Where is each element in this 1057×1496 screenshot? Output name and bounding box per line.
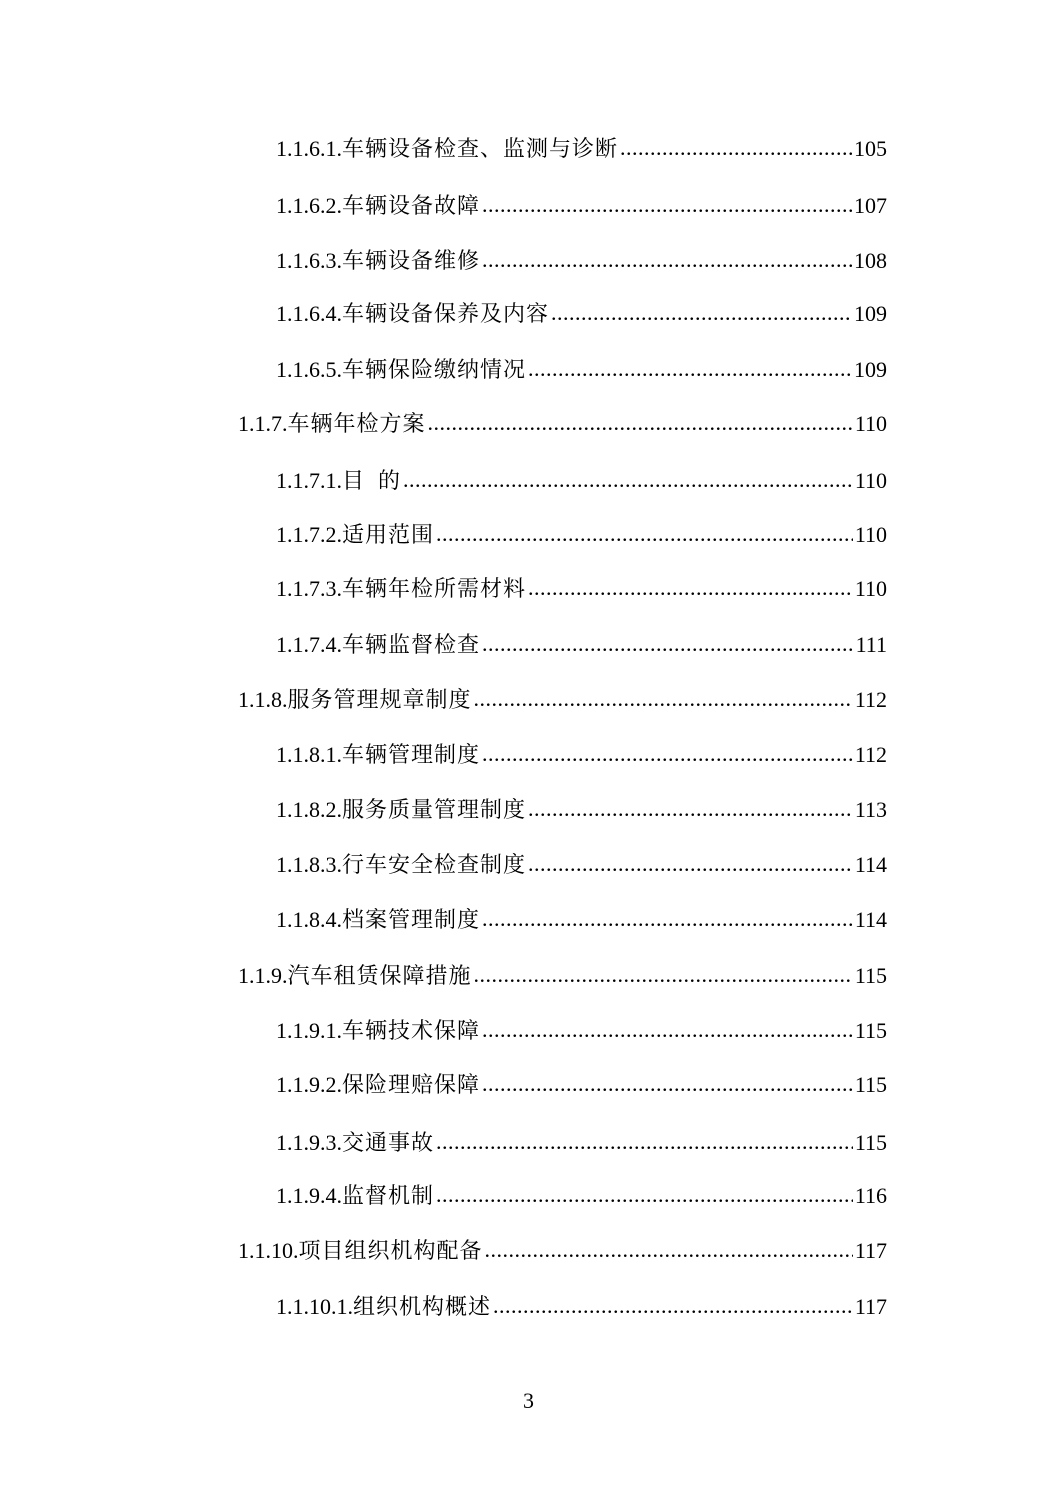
dot-leader [482, 245, 852, 275]
toc-entry[interactable] [276, 520, 887, 550]
toc-entry[interactable] [276, 355, 887, 385]
toc-entry-number: 1.1.9. [238, 963, 288, 988]
toc-entry-number: 1.1.7. [238, 411, 288, 436]
toc-entry-number: 1.1.7.2. [276, 522, 342, 547]
toc-entry-title: 档案管理制度 [342, 907, 481, 932]
toc-entry-number: 1.1.9.1. [276, 1018, 342, 1043]
toc-entry-title: 服务管理规章制度 [287, 687, 472, 712]
toc-entry[interactable] [276, 466, 887, 496]
toc-entry-title: 车辆设备检查、监测与诊断 [342, 136, 619, 161]
toc-entry-page: 110 [854, 522, 887, 547]
toc-entry[interactable] [276, 246, 887, 276]
toc-entry[interactable] [238, 1236, 887, 1266]
toc-entry-number: 1.1.8.3. [276, 852, 342, 877]
toc-entry[interactable] [276, 191, 887, 221]
toc-entry[interactable] [238, 685, 887, 715]
toc-entry-page: 116 [854, 1183, 887, 1208]
toc-entry[interactable] [276, 630, 887, 660]
toc-entry-page: 112 [854, 742, 887, 767]
page-number: 3 [523, 1388, 534, 1413]
toc-entry-page: 107 [854, 193, 887, 218]
toc-entry-number: 1.1.8.1. [276, 742, 342, 767]
toc-entry-number: 1.1.8.2. [276, 797, 342, 822]
dot-leader [528, 573, 853, 603]
toc-entry-number: 1.1.9.2. [276, 1072, 342, 1097]
toc-entry-number: 1.1.10. [238, 1238, 299, 1263]
dot-leader [436, 1180, 853, 1210]
toc-entry-title: 车辆年检方案 [287, 411, 426, 436]
toc-entry-title: 汽车租赁保障措施 [287, 963, 472, 988]
toc-entry-page: 113 [854, 797, 887, 822]
dot-leader [528, 354, 852, 384]
dot-leader [482, 739, 853, 769]
toc-entry-page: 110 [854, 576, 887, 601]
toc-entry-title: 车辆技术保障 [342, 1018, 481, 1043]
dot-leader [403, 465, 853, 495]
toc-entry-number: 1.1.7.1. [276, 468, 342, 493]
toc-entry-title: 车辆设备保养及内容 [342, 301, 550, 326]
toc-entry-number: 1.1.6.1. [276, 136, 342, 161]
dot-leader [482, 1015, 853, 1045]
toc-entry-title: 项目组织机构配备 [298, 1238, 483, 1263]
toc-entry-title: 车辆保险缴纳情况 [342, 357, 527, 382]
dot-leader [436, 519, 853, 549]
toc-entry[interactable] [276, 850, 887, 880]
toc-entry-number: 1.1.6.5. [276, 357, 342, 382]
toc-entry-number: 1.1.8. [238, 687, 288, 712]
toc-entry-title: 适用范围 [342, 522, 435, 547]
dot-leader [428, 408, 853, 438]
toc-entry-title: 交通事故 [342, 1130, 435, 1155]
toc-entry-title: 车辆监督检查 [342, 632, 481, 657]
toc-entry[interactable] [276, 574, 887, 604]
dot-leader [474, 684, 853, 714]
toc-entry-page: 115 [854, 1072, 887, 1097]
dot-leader [528, 794, 853, 824]
toc-entry-number: 1.1.6.4. [276, 301, 342, 326]
toc-entry-page: 111 [855, 632, 887, 657]
toc-entry-page: 117 [854, 1294, 887, 1319]
toc-entry-page: 112 [854, 687, 887, 712]
toc-entry[interactable] [238, 409, 887, 439]
toc-entry[interactable] [238, 961, 887, 991]
toc-entry-number: 1.1.6.2. [276, 193, 342, 218]
toc-entry-page: 109 [854, 357, 887, 382]
toc-entry[interactable] [276, 1181, 887, 1211]
toc-entry[interactable] [276, 134, 887, 164]
toc-entry-number: 1.1.9.3. [276, 1130, 342, 1155]
toc-entry[interactable] [276, 740, 887, 770]
toc-entry-title: 行车安全检查制度 [342, 852, 527, 877]
toc-entry-page: 114 [854, 852, 887, 877]
toc-entry-title: 车辆设备维修 [342, 248, 481, 273]
toc-entry-number: 1.1.8.4. [276, 907, 342, 932]
toc-entry-number: 1.1.9.4. [276, 1183, 342, 1208]
toc-entry-page: 110 [854, 411, 887, 436]
toc-entry[interactable] [276, 299, 887, 329]
toc-entry[interactable] [276, 1016, 887, 1046]
dot-leader [482, 1069, 853, 1099]
toc-entry-title: 保险理赔保障 [342, 1072, 481, 1097]
toc-entry-title: 监督机制 [342, 1183, 435, 1208]
toc-entry-number: 1.1.6.3. [276, 248, 342, 273]
toc-entry-page: 108 [854, 248, 887, 273]
dot-leader [528, 849, 853, 879]
toc-entry-title: 服务质量管理制度 [342, 797, 527, 822]
toc-entry-page: 117 [854, 1238, 887, 1263]
dot-leader [620, 133, 852, 163]
toc-entry-page: 110 [854, 468, 887, 493]
toc-entry-title: 车辆年检所需材料 [342, 576, 527, 601]
dot-leader [485, 1235, 853, 1265]
dot-leader [474, 960, 853, 990]
toc-entry-page: 115 [854, 1130, 887, 1155]
dot-leader [493, 1291, 853, 1321]
dot-leader [482, 190, 852, 220]
toc-entry-page: 114 [854, 907, 887, 932]
dot-leader [482, 629, 854, 659]
toc-entry-number: 1.1.10.1. [276, 1294, 353, 1319]
toc-entry-number: 1.1.7.4. [276, 632, 342, 657]
toc-entry[interactable] [276, 1070, 887, 1100]
toc-entry-page: 105 [854, 136, 887, 161]
toc-entry-title: 组织机构概述 [353, 1294, 492, 1319]
toc-entry-page: 115 [854, 963, 887, 988]
toc-entry[interactable] [276, 905, 887, 935]
toc-entry-page: 115 [854, 1018, 887, 1043]
toc-entry-title: 目 的 [342, 468, 402, 493]
dot-leader [551, 298, 852, 328]
toc-entry-page: 109 [854, 301, 887, 326]
toc-entry[interactable] [276, 1128, 887, 1158]
dot-leader [436, 1127, 853, 1157]
dot-leader [482, 904, 853, 934]
toc-entry-title: 车辆设备故障 [342, 193, 481, 218]
toc-entry-title: 车辆管理制度 [342, 742, 481, 767]
toc-entry[interactable] [276, 1292, 887, 1322]
toc-entry-number: 1.1.7.3. [276, 576, 342, 601]
toc-entry[interactable] [276, 795, 887, 825]
